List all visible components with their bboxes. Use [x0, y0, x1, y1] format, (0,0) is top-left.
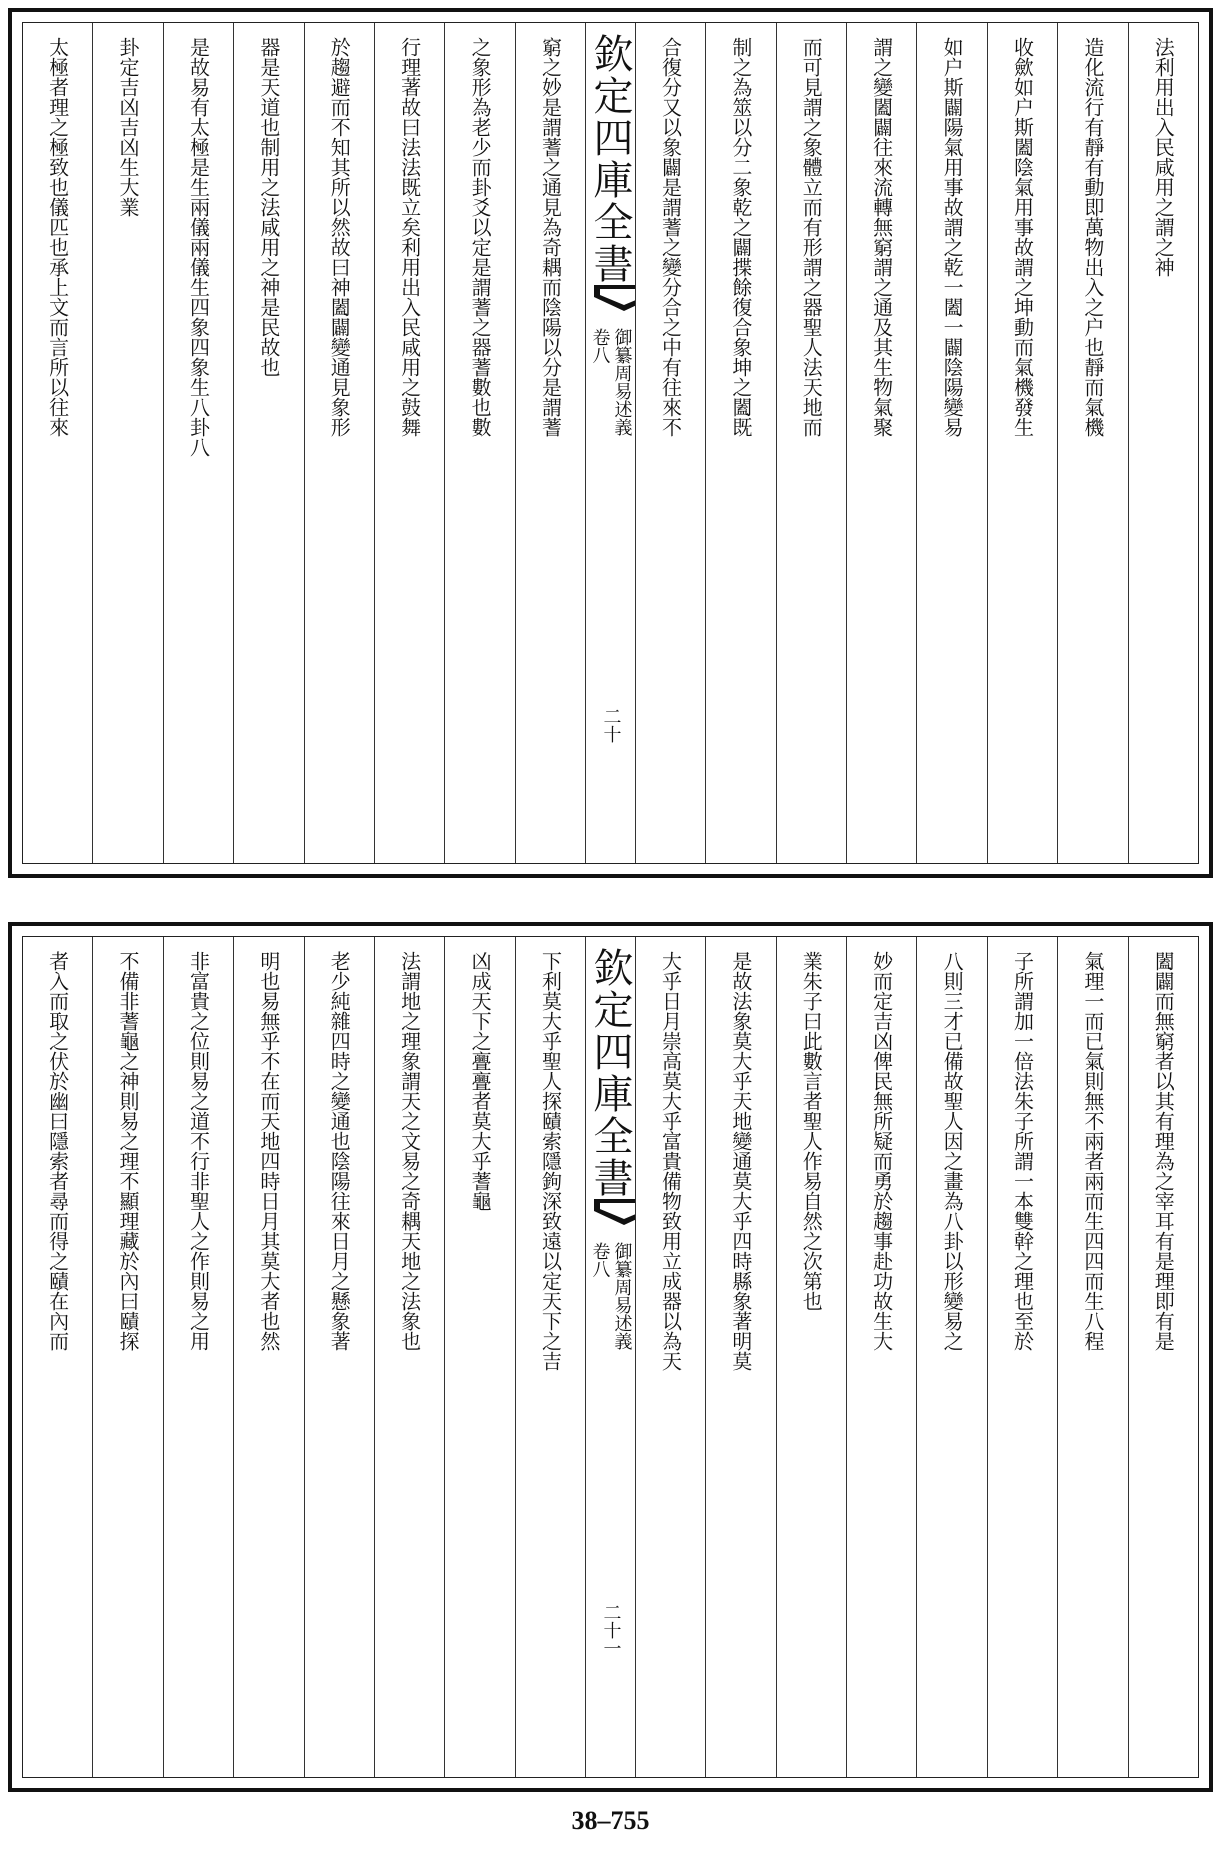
text-column — [163, 937, 233, 1777]
column-text: 制之為筮以分二象乾之闢揲餘復合象坤之闔既 — [728, 37, 753, 437]
column-text: 之象形為老少而卦爻以定是謂蓍之器蓍數也數 — [468, 37, 493, 437]
text-column — [1128, 937, 1198, 1777]
column-text: 於趨避而不知其所以然故曰神闔闢變通見象形 — [327, 37, 352, 437]
top-page-columns — [23, 23, 1198, 863]
text-column — [846, 937, 916, 1777]
text-column — [515, 23, 585, 863]
column-text: 是故法象莫大乎天地變通莫大乎四時縣象著明莫 — [728, 951, 753, 1371]
page-footer-number: 38–755 — [571, 1806, 650, 1835]
column-text: 下利莫大乎聖人探賾索隱鉤深致遠以定天下之吉 — [538, 951, 563, 1371]
text-column — [635, 937, 705, 1777]
column-text: 謂之變闔闢往來流轉無窮謂之通及其生物氣聚 — [869, 37, 894, 437]
column-text: 收歛如户斯闔陰氣用事故謂之坤動而氣機發生 — [1010, 37, 1035, 437]
text-column — [635, 23, 705, 863]
text-column — [23, 23, 92, 863]
column-text: 太極者理之極致也儀匹也承上文而言所以往來 — [45, 37, 70, 437]
book-title: 欽定四庫全書 — [586, 33, 633, 285]
text-column — [916, 23, 986, 863]
column-text: 者入而取之伏於幽曰隱索者尋而得之賾在內而 — [45, 951, 70, 1351]
text-column — [444, 23, 514, 863]
book-title: 欽定四庫全書 — [586, 947, 633, 1199]
column-text: 子所謂加一倍法朱子所謂一本雙幹之理也至於 — [1010, 951, 1035, 1351]
column-text: 器是天道也制用之法咸用之神是民故也 — [256, 37, 281, 377]
column-text: 窮之妙是謂蓍之通見為奇耦而陰陽以分是謂蓍 — [538, 37, 563, 437]
volume-label: 卷八 — [589, 328, 611, 364]
column-text: 凶成天下之亹亹者莫大乎蓍龜 — [468, 951, 493, 1211]
book-subtitle: 御纂周易述義 卷八 — [589, 1242, 633, 1350]
text-column — [233, 937, 303, 1777]
column-text: 妙而定吉凶俾民無所疑而勇於趨事赴功故生大 — [869, 951, 894, 1351]
text-column — [776, 23, 846, 863]
column-text: 造化流行有靜有動即萬物出入之户也靜而氣機 — [1080, 37, 1105, 437]
column-text: 不備非蓍龜之神則易之理不顯理藏於內曰賾探 — [116, 951, 141, 1351]
volume-label: 卷八 — [589, 1242, 611, 1278]
text-column — [374, 937, 444, 1777]
text-column — [23, 937, 92, 1777]
text-column — [916, 937, 986, 1777]
column-text: 非富貴之位則易之道不行非聖人之作則易之用 — [186, 951, 211, 1351]
column-text: 闔闢而無窮者以其有理為之宰耳有是理即有是 — [1151, 951, 1176, 1351]
text-column — [987, 937, 1057, 1777]
center-fold-column — [585, 937, 635, 1777]
text-column — [304, 23, 374, 863]
book-subtitle: 御纂周易述義 卷八 — [589, 328, 633, 436]
text-column — [1057, 23, 1127, 863]
text-column — [1057, 937, 1127, 1777]
text-column — [515, 937, 585, 1777]
column-text: 如户斯闢陽氣用事故謂之乾一闔一闢陰陽變易 — [940, 37, 965, 437]
text-column — [444, 937, 514, 1777]
leaf-page-number: 二十一 — [600, 1603, 622, 1657]
column-text: 八則三才已備故聖人因之畫為八卦以形變易之 — [940, 951, 965, 1351]
bottom-page-frame — [22, 936, 1199, 1778]
text-column — [304, 937, 374, 1777]
text-column — [374, 23, 444, 863]
text-column — [846, 23, 916, 863]
top-page — [8, 8, 1213, 878]
column-text: 是故易有太極是生兩儀兩儀生四象四象生八卦八 — [186, 37, 211, 457]
text-column — [92, 937, 162, 1777]
column-text: 而可見謂之象體立而有形謂之器聖人法天地而 — [799, 37, 824, 437]
fishtail-ornament-icon — [594, 1199, 635, 1225]
text-column — [705, 937, 775, 1777]
text-column — [163, 23, 233, 863]
text-column — [705, 23, 775, 863]
text-column — [1128, 23, 1198, 863]
column-text: 業朱子曰此數言者聖人作易自然之次第也 — [799, 951, 824, 1311]
leaf-page-number: 二十 — [600, 707, 622, 743]
column-text: 氣理一而已氣則無不兩者兩而生四四而生八程 — [1080, 951, 1105, 1351]
column-text: 老少純雜四時之變通也陰陽往來日月之懸象著 — [327, 951, 352, 1351]
fishtail-ornament-icon — [594, 285, 635, 311]
bottom-page — [8, 922, 1213, 1792]
center-fold-column — [585, 23, 635, 863]
text-column — [776, 937, 846, 1777]
column-text: 大乎日月崇高莫大乎富貴備物致用立成器以為天 — [658, 951, 683, 1371]
text-column — [233, 23, 303, 863]
column-text: 合復分又以象闢是謂蓍之變分合之中有往來不 — [658, 37, 683, 437]
column-text: 法利用出入民咸用之謂之神 — [1151, 37, 1176, 277]
column-text: 明也易無乎不在而天地四時日月其莫大者也然 — [256, 951, 281, 1351]
bottom-page-columns — [23, 937, 1198, 1777]
column-text: 卦定吉凶吉凶生大業 — [116, 37, 141, 217]
text-column — [987, 23, 1057, 863]
top-page-frame — [22, 22, 1199, 864]
text-column — [92, 23, 162, 863]
column-text: 法謂地之理象謂天之文易之奇耦天地之法象也 — [397, 951, 422, 1351]
column-text: 行理著故曰法法既立矣利用出入民咸用之鼓舞 — [397, 37, 422, 437]
